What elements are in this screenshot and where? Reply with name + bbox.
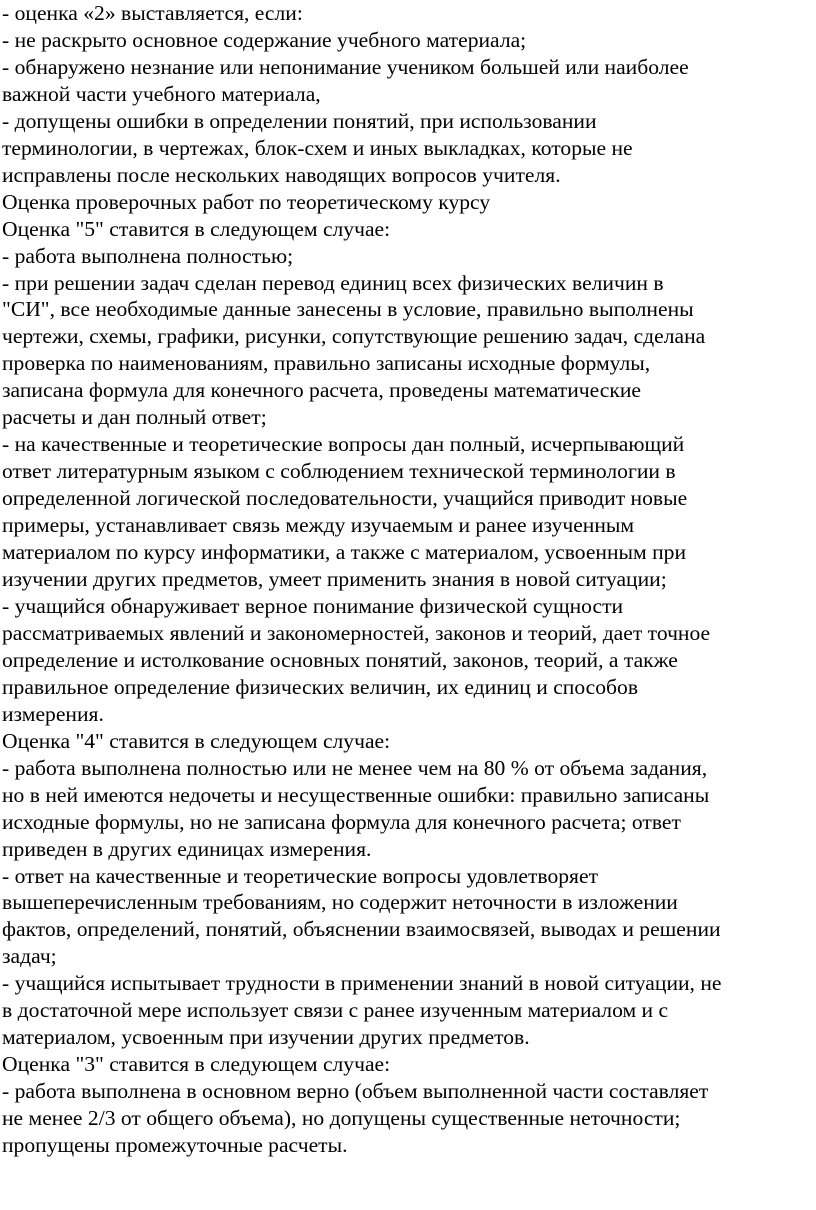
grade-heading: Оценка "5" ставится в следующем случае: (2, 216, 391, 241)
grade-heading: Оценка "3" ставится в следующем случае: (2, 1052, 391, 1077)
text-line: терминологии, в чертежах, блок-схем и иных выкладках, которые не (2, 135, 633, 160)
text-line: правильное определение физических величин, их единиц и способов (2, 674, 639, 699)
text-line: - на качественные и теоретические вопросы дан полный, исчерпывающий (2, 432, 685, 457)
text-line: определение и истолкование основных понятий, законов, теорий, а также (2, 647, 678, 672)
text-line: - учащийся испытывает трудности в применении знаний в новой ситуации, не (2, 971, 722, 996)
text-line: материалом по курсу информатики, а также с материалом, усвоенным при (2, 540, 687, 565)
text-line: исправлены после нескольких наводящих вопросов учителя. (2, 162, 561, 187)
text-line: пропущены промежуточные расчеты. (2, 1133, 348, 1158)
text-line: важной части учебного материала, (2, 81, 321, 106)
text-line: изучении других предметов, умеет применить знания в новой ситуации; (2, 567, 667, 592)
text-line: вышеперечисленным требованиям, но содержит неточности в изложении (2, 890, 678, 915)
text-line: чертежи, схемы, графики, рисунки, сопутствующие решению задач, сделана (2, 324, 706, 349)
text-line: - учащийся обнаруживает верное понимание физической сущности (2, 593, 624, 618)
text-line: приведен в других единицах измерения. (2, 836, 372, 861)
text-line: - оценка «2» выставляется, если: (2, 1, 303, 25)
text-line: - допущены ошибки в определении понятий, при использовании (2, 108, 597, 133)
text-line: исходные формулы, но не записана формула для конечного расчета; ответ (2, 809, 681, 834)
text-line: фактов, определений, понятий, объяснении взаимосвязей, выводах и решении (2, 917, 721, 942)
text-line: - работа выполнена полностью или не менее чем на 80 % от объема задания, (2, 755, 708, 780)
text-line: ответ литературным языком с соблюдением технической терминологии в (2, 459, 676, 484)
text-line: - при решении задач сделан перевод единиц всех физических величин в (2, 270, 664, 295)
text-line: материалом, усвоенным при изучении других предметов. (2, 1025, 530, 1050)
text-line: но в ней имеются недочеты и несущественные ошибки: правильно записаны (2, 782, 710, 807)
text-line: - работа выполнена в основном верно (объем выполненной части составляет (2, 1079, 709, 1104)
grade-heading: Оценка "4" ставится в следующем случае: (2, 728, 391, 753)
section-heading: Оценка проверочных работ по теоретическому курсу (2, 189, 491, 214)
text-line: примеры, устанавливает связь между изучаемым и ранее изученным (2, 513, 635, 538)
text-line: записана формула для конечного расчета, проведены математические (2, 378, 641, 403)
text-line: "СИ", все необходимые данные занесены в условие, правильно выполнены (2, 297, 694, 322)
text-line: расчеты и дан полный ответ; (2, 405, 267, 430)
text-line: измерения. (2, 701, 104, 726)
text-line: проверка по наименованиям, правильно записаны исходные формулы, (2, 351, 651, 376)
text-line: не менее 2/3 от общего объема), но допущены существенные неточности; (2, 1106, 681, 1131)
text-line: рассматриваемых явлений и закономерностей, законов и теорий, дает точное (2, 620, 711, 645)
text-line: - не раскрыто основное содержание учебного материала; (2, 27, 527, 52)
text-line: в достаточной мере использует связи с ранее изученным материалом и с (2, 998, 669, 1023)
text-line: - обнаружено незнание или непонимание учеником большей или наиболее (2, 54, 689, 79)
text-line: определенной логической последовательности, учащийся приводит новые (2, 486, 688, 511)
text-line: - ответ на качественные и теоретические вопросы удовлетворяет (2, 863, 598, 888)
text-line: задач; (2, 944, 57, 969)
text-line: - работа выполнена полностью; (2, 243, 294, 268)
